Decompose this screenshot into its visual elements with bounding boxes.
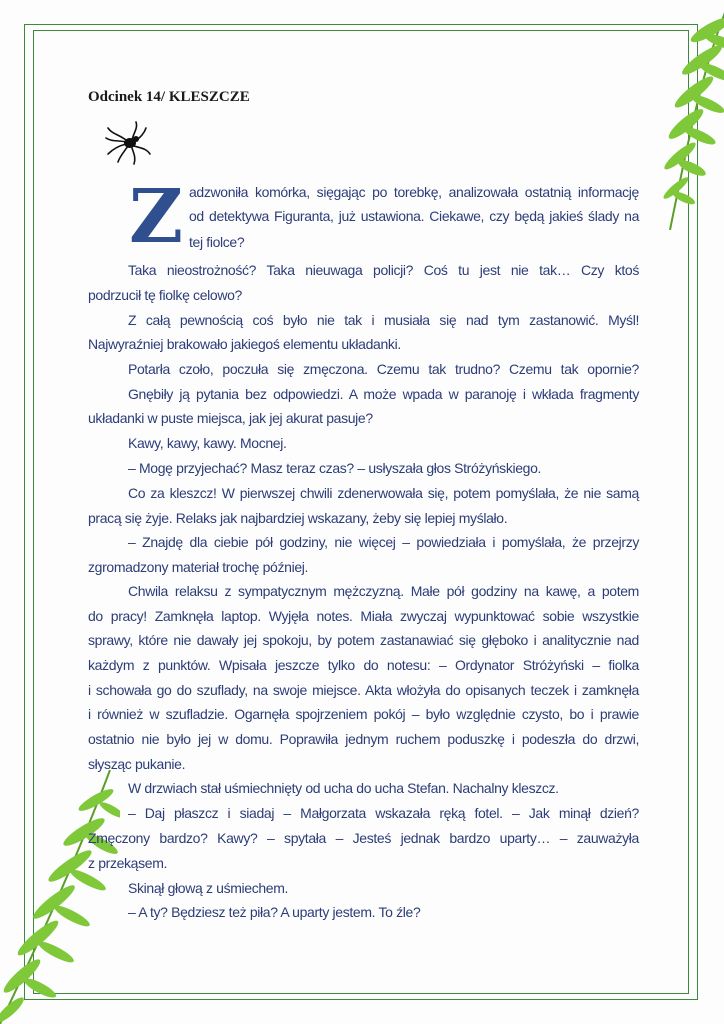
text-line: i schowała go do szuflady, na swoje miejsce. Akta włożyła do opisanych teczek i zamknęła bbox=[88, 682, 639, 698]
text-line: Kawy, kawy, kawy. Mocnej. bbox=[128, 435, 287, 451]
spider-icon bbox=[104, 120, 152, 166]
drop-cap: Z bbox=[129, 174, 184, 260]
text-line: podrzucił tę fiolkę celowo? bbox=[88, 287, 242, 303]
text-line: układanki w puste miejsca, jak jej akurat pasuje? bbox=[88, 410, 373, 426]
text-line: ostatnio nie było jej w domu. Poprawiła jednym ruchem poduszkę i podeszła do drzwi, bbox=[88, 731, 639, 747]
text-line: sprawy, które nie dawały jej spokoju, by potem zastanawiać się głęboko i analitycznie nad bbox=[88, 632, 639, 648]
fern-leaf-icon bbox=[0, 770, 120, 1024]
text-line: Co za kleszcz! W pierwszej chwili zdenerwowała się, potem pomyślała, że nie samą bbox=[128, 485, 639, 501]
text-line: – A ty? Będziesz też piła? A uparty jestem. To źle? bbox=[128, 904, 421, 920]
text-line: Potarła czoło, poczuła się zmęczona. Czemu tak trudno? Czemu tak opornie? bbox=[128, 361, 639, 377]
text-line: Chwila relaksu z sympatycznym mężczyzną. Małe pół godziny na kawę, a potem bbox=[128, 583, 639, 599]
text-line: od detektywa Figuranta, już ustawiona. Ciekawe, czy będą jakieś ślady na bbox=[189, 208, 639, 224]
text-line: pracą się żyje. Relaks jak najbardziej wskazany, żeby się lepiej myślało. bbox=[88, 510, 508, 526]
text-line: Skinął głową z uśmiechem. bbox=[128, 880, 289, 896]
page-title: Odcinek 14/ KLESZCZE bbox=[88, 89, 250, 105]
text-line: W drzwiach stał uśmiechnięty od ucha do ucha Stefan. Nachalny kleszcz. bbox=[128, 780, 559, 796]
text-line: tej fiolce? bbox=[189, 234, 245, 250]
text-line: Najwyraźniej brakowało jakiegoś elementu układanki. bbox=[88, 336, 401, 352]
text-line: słysząc pukanie. bbox=[88, 756, 186, 772]
text-line: – Mogę przyjechać? Masz teraz czas? – usłyszała głos Stróżyńskiego. bbox=[128, 460, 542, 476]
text-line: do pracy! Zamknęła laptop. Wyjęła notes. Miała zwyczaj wypunktować sobie wszystkie bbox=[88, 608, 639, 624]
text-line: – Daj płaszcz i siadaj – Małgorzata wskazała ręką fotel. – Jak minął dzień? bbox=[128, 805, 639, 821]
text-line: adzwoniła komórka, sięgając po torebkę, analizowała ostatnią informację bbox=[189, 184, 639, 200]
text-line: Zmęczony bardzo? Kawy? – spytała – Jesteś jednak bardzo uparty… – zauważyła bbox=[88, 830, 639, 846]
text-line: i również w szufladzie. Ogarnęła spojrzeniem pokój – było względnie czysto, bo i prawie bbox=[88, 706, 639, 722]
text-line: – Znajdę dla ciebie pół godziny, nie więcej – powiedziała i pomyślała, że przejrzy bbox=[128, 534, 639, 550]
text-line: z przekąsem. bbox=[88, 855, 168, 871]
text-line: Z całą pewnością coś było nie tak i musiała się nad tym zastanowić. Myśl! bbox=[128, 312, 639, 328]
text-line: Gnębiły ją pytania bez odpowiedzi. A może wpada w paranoję i wkłada fragmenty bbox=[128, 386, 639, 402]
text-line: każdym z punktów. Wpisała jeszcze tylko do notesu: – Ordynator Stróżyński – fiolka bbox=[88, 657, 639, 673]
text-line: Taka nieostrożność? Taka nieuwaga policji? Coś tu jest nie tak… Czy ktoś bbox=[128, 262, 639, 278]
text-line: zgromadzony materiał trochę później. bbox=[88, 559, 309, 575]
